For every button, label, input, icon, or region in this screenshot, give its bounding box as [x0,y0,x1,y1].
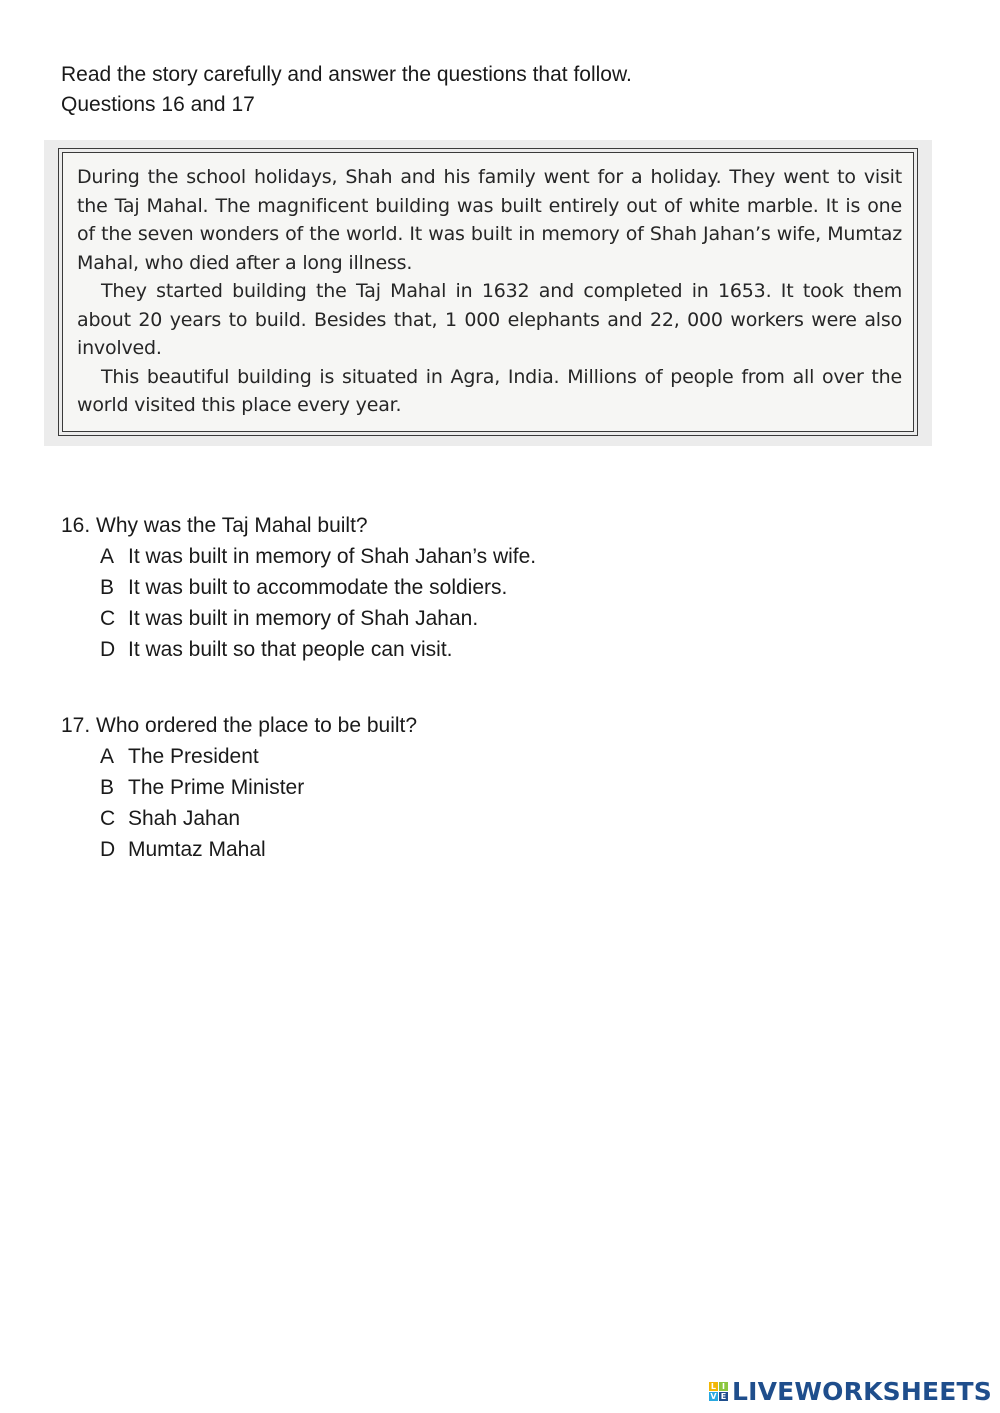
liveworksheets-logo [709,1377,992,1406]
questions-range: Questions 16 and 17 [61,93,255,116]
question-17 [61,710,417,865]
option-text: It was built in memory of Shah Jahan. [128,607,479,630]
logo-tile: I [719,1382,728,1391]
option-a[interactable] [100,541,536,572]
option-c[interactable] [100,603,536,634]
question-stem: 16. Why was the Taj Mahal built? [61,514,368,537]
option-text: The Prime Minister [128,776,305,799]
option-text: Shah Jahan [128,807,241,830]
option-letter: B [100,576,115,599]
logo-tile: L [710,1382,716,1391]
option-text: It was built so that people can visit. [128,638,453,661]
answer-options [61,741,417,865]
option-a[interactable] [100,741,417,772]
passage-paragraph: This beautiful building is situated in Agra, India. Millions of people from all over the world visited this place every year. [77,365,902,416]
option-letter: D [100,638,116,661]
logo-mark-icon [709,1382,728,1401]
logo-tile: E [720,1392,727,1401]
option-text: The President [128,745,259,768]
reading-passage [62,152,914,432]
option-letter: C [100,607,116,630]
option-text: It was built in memory of Shah Jahan’s wife. [128,545,537,568]
option-d[interactable] [100,634,536,665]
option-b[interactable] [100,772,417,803]
option-text: It was built to accommodate the soldiers. [128,576,508,599]
passage-paragraph: During the school holidays, Shah and his family went for a holiday. They went to visit the Taj Mahal. The magnificent building was built entirely out of white marble. It is one of the seven wonders of the world. It was built in memory of Shah Jahan’s wife, Mumtaz Mahal, who died after a long illness. [77,166,902,274]
passage-paragraph: They started building the Taj Mahal in 1632 and completed in 1653. It took them about 20 years to build. Besides that, 1 000 elephants and 22, 000 workers were also involved. [77,280,902,359]
instructions-line: Read the story carefully and answer the questions that follow. [61,63,632,86]
option-text: Mumtaz Mahal [128,838,266,861]
option-letter: D [100,838,116,861]
question-stem: 17. Who ordered the place to be built? [61,714,418,737]
option-c[interactable] [100,803,417,834]
option-b[interactable] [100,572,536,603]
option-d[interactable] [100,834,417,865]
option-letter: A [100,745,115,768]
answer-options [61,541,536,665]
logo-text: LIVEWORKSHEETS [731,1377,992,1406]
option-letter: C [100,807,116,830]
logo-tile: V [710,1392,717,1401]
option-letter: A [100,545,115,568]
question-16 [61,510,536,665]
option-letter: B [100,776,115,799]
instructions [61,60,632,120]
